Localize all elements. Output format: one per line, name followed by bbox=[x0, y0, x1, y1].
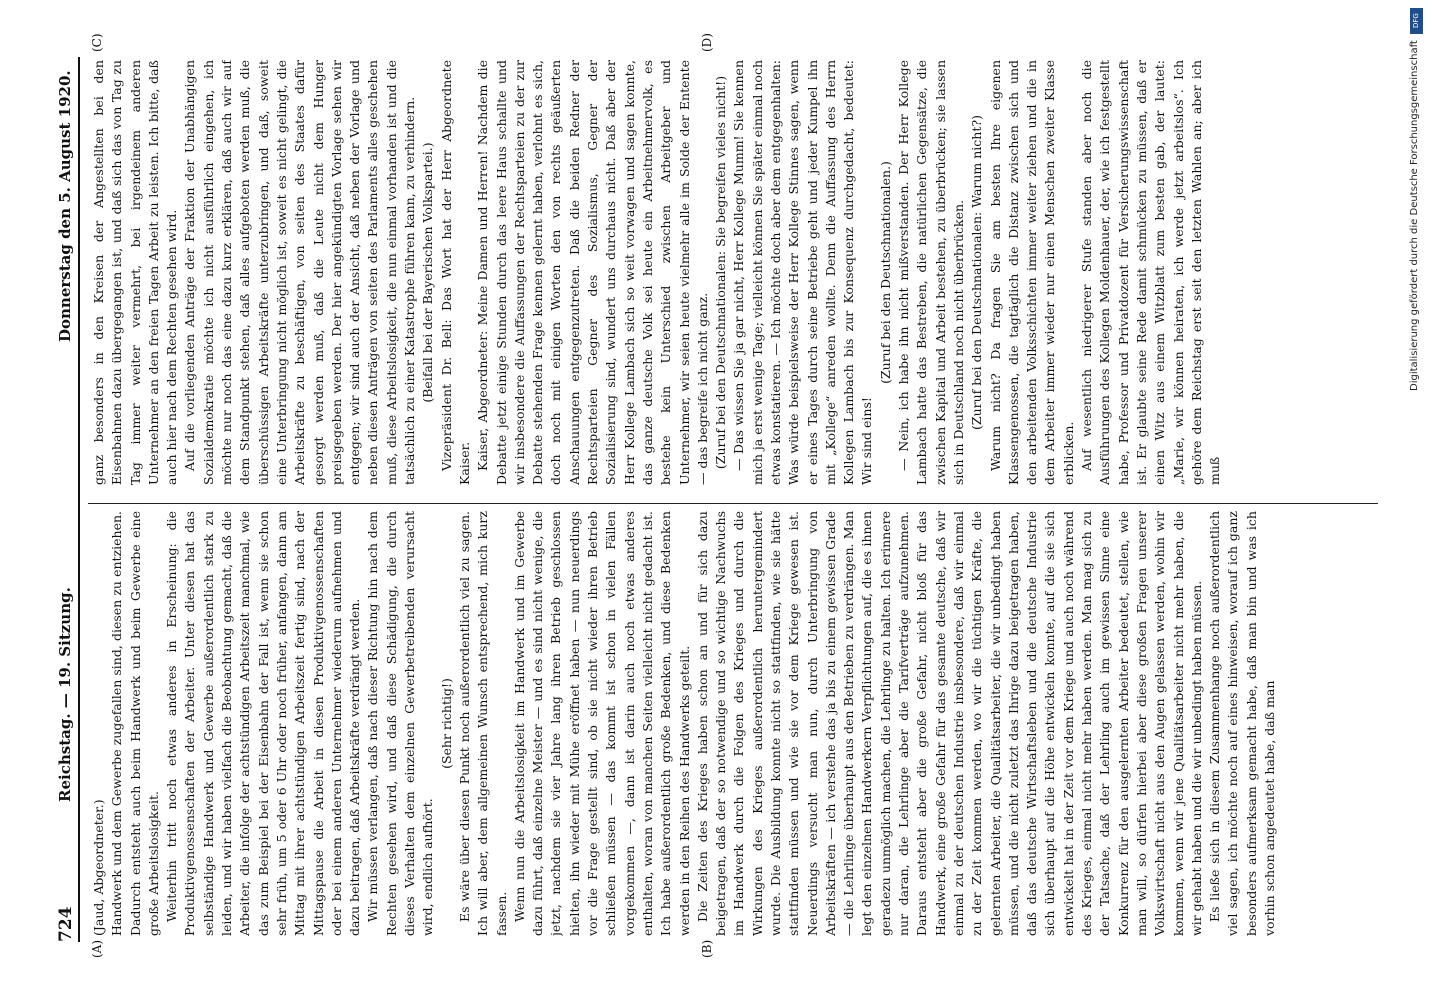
paragraph: ganz besonders in den Kreisen der Angestellten bei den Eisenbahnen dazu übergegangen ist, und daß sich das von Tag zu Tag immer weiter vermehrt, bei irgendeinem anderen Unternehmer an den freien Tagen Arbeit zu leisten. Ich bitte, daß auch hier nach dem Rechten gesehen wird. bbox=[91, 60, 180, 485]
speaker-paragraph: Kaiser, Abgeordneter: Meine Damen und Herren! Nachdem die Debatte jetzt einige Stunden durch das leere Haus schallte und wir insbesondere die Auffassungen der Rechtsparteien zu der zur Debatte stehenden Frage kennen gelernt haben, verlohnt es sich, doch noch mit einigen Worten den von rechts geäußerten Anschauungen entgegenzutreten. Daß die beiden Redner der Rechtsparteien Gegner des Sozialismus, Gegner der Sozialisierung sind, wundert uns durchaus nicht. Daß aber der Herr Kollege Lambach sich so weit vorwagen und sagen konnte, das ganze deutsche Volk sei heute ein Arbeitnehmervolk, es bestehe kein Unterschied zwischen Arbeitgeber und Unternehmer, wir seien heute vielmehr alle im Solde der Entente — das begreife ich nicht ganz. bbox=[475, 60, 710, 485]
paragraph: Warum nicht? Da fragen Sie am besten Ihre eigenen Klassengenossen, die tagtäglich die Distanz zwischen sich und den arbeitenden Volksschichten immer weiter ziehen und die in dem Arbeiter immer wieder nur einen Menschen zweiter Klasse erblicken. bbox=[987, 60, 1076, 485]
paragraph: Auf wesentlich niedrigerer Stufe standen aber noch die Ausführungen des Kollegen Moldenhauer, der, wie ich festgestellt habe, Professor und Privatdozent für Versicherungswissenschaft ist. Er glaubte seine Rede damit schmücken zu müssen, daß er einen Witz aus einem Witzblatt zum besten gab, der lautet: „Marie, wir können heiraten, ich werde jetzt arbeitslos“. Ich gehöre dem Reichstag erst seit den letzten Wahlen an; aber ich muß bbox=[1079, 60, 1223, 485]
paragraph: Wir müssen verlangen, daß nach dieser Richtung hin nach dem Rechten gesehen wird, und daß diese Schädigung, die durch dieses Verhalten dem einzelnen Gewerbetreibenden verursacht wird, endlich aufhört. bbox=[365, 511, 436, 936]
paragraph: Handwerk und dem Gewerbe zugefallen sind, diesen zu entziehen. Dadurch entsteht auch beim Handwerk und beim Gewerbe eine große Arbeitslosigkeit. bbox=[109, 511, 161, 936]
paragraph: — Das wissen Sie ja gar nicht, Herr Kollege Mumm! Sie kennen mich ja erst wenige Tage; vielleicht können Sie später einmal noch etwas konstatieren. — Ich möchte doch aber dem entgegenhalten: Was würde beispielsweise der Herr Kollege Stinnes sagen, wenn er eines Tages durch seine Betriebe geht und jeder Kumpel ihn mit „Kollege“ anreden wollte. Denn die Auffassung des Herrn Kollegen Lambach bis zur Konsequenz durchgedacht, bedeutet: Wir sind eins! bbox=[731, 60, 875, 485]
paragraph: Wenn nun die Arbeitslosigkeit im Handwerk und im Gewerbe dazu führt, daß einzelne Meister — und es sind nicht wenige, die jetzt, nachdem sie vier Jahre lang ihren Betrieb geschlossen hielten, ihn wieder mit Mühe eröffnet haben — nun neuerdings vor die Frage gestellt sind, ob sie nicht wieder ihren Betrieb schließen müssen — das kommt ist schon in vielen Fällen vorgekommen —, dann ist darin auch noch etwas anderes enthalten, woran von manchen Seiten vielleicht nicht gedacht ist. Ich habe außerordentlich große Bedenken, und diese Bedenken werden in den Reihen des Handwerks geteilt. bbox=[511, 511, 692, 936]
margin-mark-b: (B) bbox=[700, 939, 714, 958]
paragraph: — Nein, ich habe ihn nicht mißverstanden. Der Herr Kollege Lambach hatte das Bestreben, die natürlichen Gegensätze, die zwischen Kapital und Arbeit bestehen, zu überbrücken; sie lassen sich in Deutschland noch nicht überbrücken. bbox=[896, 60, 966, 485]
column-divider bbox=[88, 503, 1378, 504]
speaker-paragraph: Vizepräsident Dr. Bell: Das Wort hat der Herr Abgeordnete Kaiser. bbox=[438, 60, 472, 485]
interjection: (Zuruf bei den Deutschnationalen: Sie begreifen vieles nicht!) bbox=[713, 75, 729, 470]
session-date: Donnerstag den 5. August 1920. bbox=[56, 70, 74, 342]
digitization-credit: Digitalisierung gefördert durch die Deutsche Forschungsgemeinschaft bbox=[1409, 40, 1420, 391]
paragraph: Es wäre über diesen Punkt noch außerordentlich viel zu sagen. Ich will aber, dem allgemeinen Wunsch entsprechend, mich kurz fassen. bbox=[456, 511, 509, 936]
page-number: 724 bbox=[56, 906, 76, 942]
paragraph: Die Zeiten des Krieges haben schon an und für sich dazu beigetragen, daß der so notwendige und so wichtige Nachwuchs im Handwerk durch die Folgen des Krieges und durch die Wirkungen des Krieges außerordentlich heruntergemindert wurde. Die Ausbildung konnte nicht so stattfinden, wie sie hätte stattfinden müssen und wie sie vor dem Kriege gewesen ist. Neuerdings versucht man nun, durch Unterbringung von Arbeitskräften — ich verstehe das ja bis zu einem gewissen Grade — die Lehrlinge überhaupt aus den Betrieben zu verdrängen. Man legt den einzelnen Handwerkern Verpflichtungen auf, die es ihnen geradezu unmöglich machen, die Lehrlinge zu halten. Ich erinnere nur daran, die Lehrlinge aber die Tarifverträge aufzunehmen. Daraus entsteht aber die große Gefahr, nicht bloß für das Handwerk, eine große Gefahr für das gesamte deutsche, daß wir einmal zu der deutschen Industrie insbesondere, daß wir einmal zu der Zeit kommen werden, wo wir die tüchtigen Kräfte, die gelernten Arbeiter, die Qualitätsarbeiter, die wir unbedingt haben müssen, und die nicht zuletzt das Ihrige dazu beigetragen haben, daß das deutsche Wirtschaftsleben und die deutsche Industrie sich überhaupt auf die Höhe entwickeln konnte, auf die sie sich entwickelt hat in der Zeit vor dem Kriege und auch noch während des Krieges, einmal nicht mehr haben werden. Man mag sich zu der Tatsache, daß der Lehrling auch im gewissen Sinne eine Konkurrenz für den ausgelernten Arbeiter bedeutet, stellen, wie man will, so dürfen hierbei aber diese großen Fragen unserer Volkswirtschaft nicht aus den Augen gelassen werden, wohin wir kommen, wenn wir jene Qualitätsarbeiter nicht mehr haben, die wir gehabt haben und die wir unbedingt haben müssen. bbox=[694, 511, 1204, 936]
interjection: (Sehr richtig!) bbox=[438, 678, 454, 769]
digitization-sidebar bbox=[1402, 0, 1432, 1000]
speaker-continuation: (Jaud, Abgeordneter.) bbox=[91, 799, 106, 936]
paragraph: Weiterhin tritt noch etwas anderes in Erscheinung: die Produktivgenossenschaften der Arbeiter. Unter diesen hat das selbständige Handwerk und Gewerbe außerordentlich stark zu leiden, und wir haben vielfach die Beobachtung gemacht, daß die Arbeiter, die infolge der achtstündigen Arbeitszeit manchmal, wie das zum Beispiel bei der Eisenbahn der Fall ist, wenn sie schon sehr früh, um 5 oder 6 Uhr oder noch früher, anfangen, dann am Mittag mit ihrer achtstündigen Arbeitszeit fertig sind, nach der Mittagspause die Arbeit in diesen Produktivgenossenschaften oder bei einem anderen Unternehmer wiederum aufnehmen und dazu beitragen, daß Arbeitskräfte verdrängt werden. bbox=[164, 511, 363, 936]
left-text-column bbox=[90, 511, 1370, 936]
margin-mark-c: (C) bbox=[90, 33, 104, 52]
margin-mark-a: (A) bbox=[90, 939, 104, 958]
running-header bbox=[56, 57, 80, 942]
right-text-column bbox=[90, 60, 1370, 485]
interjection: (Zuruf bei den Deutschnationalen: Warum nicht?) bbox=[969, 115, 985, 430]
interjection: (Beifall bei der Bayerischen Volkspartei.) bbox=[420, 142, 436, 403]
paragraph: Es ließe sich in diesem Zusammenhange noch außerordentlich viel sagen, ich möchte noch auf eines hinweisen, worauf ich ganz besonders aufmerksam gemacht habe, daß man bin und was ich vorhin schon angedeutet habe, daß man bbox=[1207, 511, 1277, 936]
paragraph: Auf die vorliegenden Anträge der Fraktion der Unabhängigen Sozialdemokratie möchte ich nicht ausführlich eingehen, ich möchte nur noch das eine dazu kurz erklären, daß auch wir auf dem Standpunkt stehen, daß alles aufgeboten werden muß, die überschüssigen Arbeitskräfte unterzubringen, und daß, soweit eine Unterbringung nicht möglich ist, soweit es nicht gelingt, die Arbeitskräfte zu beschäftigen, von seiten des Staates dafür gesorgt werden muß, daß die Leute nicht dem Hunger preisgegeben werden. Der hier angekündigten Vorlage sehen wir entgegen; wir sind auch der Ansicht, daß neben der Vorlage und neben diesen Anträgen von seiten des Parlaments alles geschehen muß, diese Arbeitslosigkeit, die nun einmal vorhanden ist und die tatsächlich zu einer Katastrophe führen kann, zu verhindern. bbox=[182, 60, 418, 485]
margin-mark-d: (D) bbox=[700, 33, 714, 52]
interjection: (Zuruf bei den Deutschnationalen.) bbox=[877, 161, 893, 384]
running-head-title: Reichstag. — 19. Sitzung. bbox=[56, 587, 74, 802]
dfg-logo: DFG bbox=[1410, 8, 1423, 34]
